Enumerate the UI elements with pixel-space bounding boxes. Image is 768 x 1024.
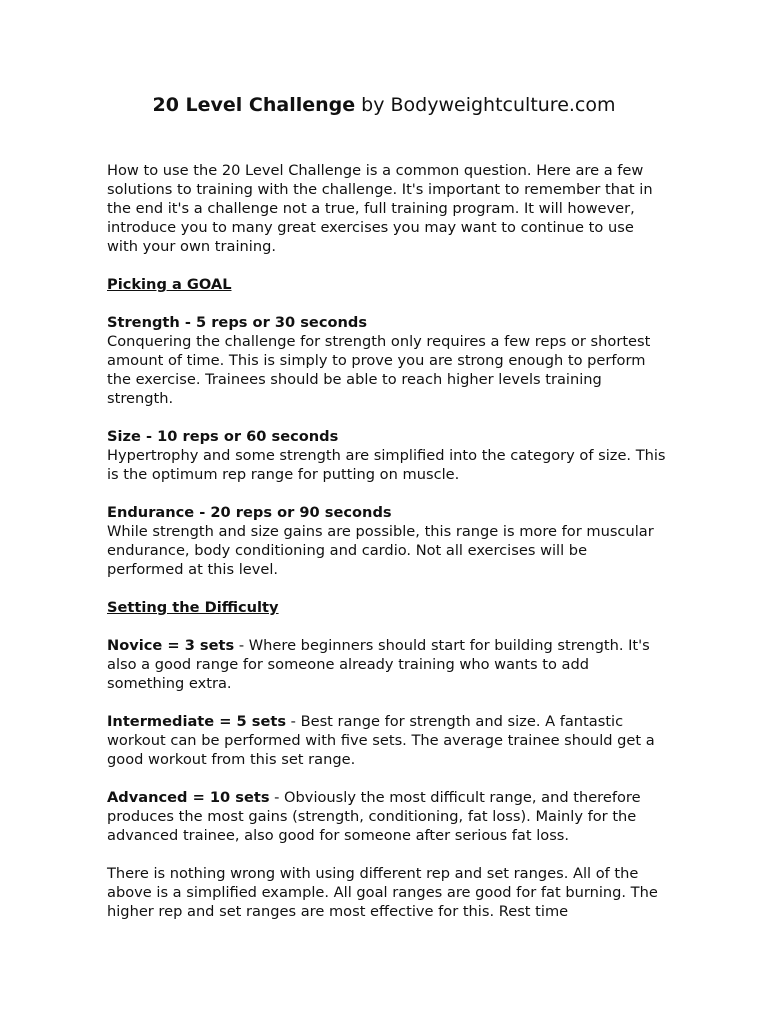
document-title <box>0 92 768 118</box>
novice-text: - Where beginners should start for building strength. It's also a good range for someone already training who wants to add something extra. <box>107 637 650 692</box>
size-heading: Size - 10 reps or 60 seconds <box>107 428 339 445</box>
difficulty-heading: Setting the Difficulty <box>107 599 279 616</box>
advanced-label: Advanced = 10 sets <box>107 789 270 806</box>
goal-heading: Picking a GOAL <box>107 276 232 293</box>
advanced-paragraph <box>107 788 667 845</box>
size-text: Hypertrophy and some strength are simplified into the category of size. This is the optimum rep range for putting on muscle. <box>107 447 666 483</box>
title-main: 20 Level Challenge <box>152 94 356 116</box>
intermediate-paragraph <box>107 712 667 769</box>
intro-paragraph: How to use the 20 Level Challenge is a common question. Here are a few solutions to training with the challenge. It's important to remember that in the end it's a challenge not a true, full training program. It will however, introduce you to many great exercises you may want to continue to use with your own training. <box>107 162 653 255</box>
strength-text: Conquering the challenge for strength only requires a few reps or shortest amount of time. This is simply to prove you are strong enough to perform the exercise. Trainees should be able to reach higher levels training strength. <box>107 333 651 407</box>
novice-paragraph <box>107 636 667 693</box>
title-byline: by Bodyweightculture.com <box>355 94 616 116</box>
strength-heading: Strength - 5 reps or 30 seconds <box>107 314 368 331</box>
intermediate-label: Intermediate = 5 sets <box>107 713 287 730</box>
advanced-text: - Obviously the most difficult range, and therefore produces the most gains (strength, conditioning, fat loss). Mainly for the advanced trainee, also good for someone after serious fat loss. <box>107 789 641 844</box>
intermediate-text: - Best range for strength and size. A fantastic workout can be performed with five sets. The average trainee should get a good workout from this set range. <box>107 713 655 768</box>
novice-label: Novice = 3 sets <box>107 637 235 654</box>
endurance-heading: Endurance - 20 reps or 90 seconds <box>107 504 392 521</box>
document-body <box>107 161 667 921</box>
endurance-text: While strength and size gains are possible, this range is more for muscular endurance, body conditioning and cardio. Not all exercises will be performed at this level. <box>107 523 654 578</box>
closing-paragraph: There is nothing wrong with using different rep and set ranges. All of the above is a simplified example. All goal ranges are good for fat burning. The higher rep and set ranges are most effective for this. Rest time <box>107 865 658 920</box>
